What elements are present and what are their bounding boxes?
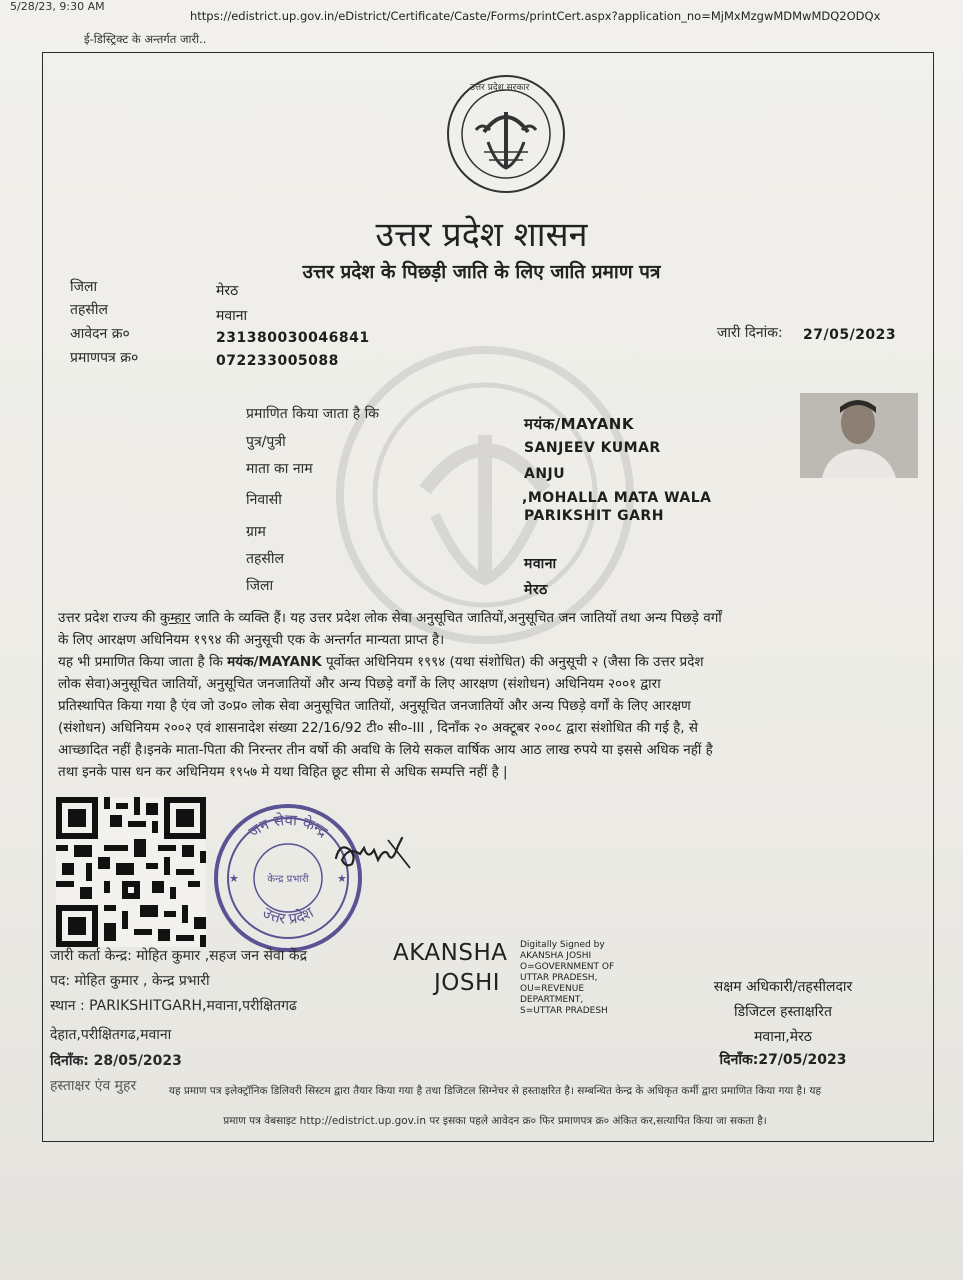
ds-line: DEPARTMENT, bbox=[520, 995, 584, 1005]
signer-name-line1: AKANSHA bbox=[393, 940, 508, 966]
certify-line6: तथा इनके पास धन कर अधिनियम १९५७ मे यथा विहित छूट सीमा से अधिक सम्पत्ति नहीं है | bbox=[58, 764, 508, 780]
print-url: https://edistrict.up.gov.in/eDistrict/Certificate/Caste/Forms/printCert.aspx?application_no=MjMxMzgwMDMwMDQ2ODQx bbox=[190, 9, 881, 23]
issue-date-value: 27/05/2023 bbox=[803, 327, 897, 343]
certify-line5: आच्छादित नहीं है।इनके माता-पिता की निरन्तर तीन वर्षो की अवधि के लिये सकल वार्षिक आय आठ लाख रुपये या इससे अधिक नहीं है bbox=[58, 742, 713, 758]
ds-line: S=UTTAR PRADESH bbox=[520, 1006, 608, 1016]
svg-text:उत्तर प्रदेश bbox=[260, 903, 318, 928]
certify-name: मयंक/MAYANK bbox=[227, 654, 322, 670]
authority-place: मवाना,मेरठ bbox=[754, 1029, 812, 1045]
footer-note-line1: यह प्रमाण पत्र इलेक्ट्रॉनिक डिलिवरी सिस्टम द्वारा तैयार किया गया है तथा डिजिटल सिग्नेचर से हस्ताक्षरित है। सम्बन्धित केन्द्र के अधिकृत कर्मी द्वारा प्रमाणित किया गया है। यह bbox=[168, 1085, 822, 1097]
issuer-post: पद: मोहित कुमार , केन्द्र प्रभारी bbox=[50, 973, 210, 989]
person-tehsil-value: मवाना bbox=[524, 556, 557, 572]
issued-under-note: ई-डिस्ट्रिक्ट के अन्तर्गत जारी.. bbox=[84, 32, 207, 46]
svg-text:★: ★ bbox=[337, 872, 347, 885]
person-photo-icon bbox=[800, 393, 918, 478]
digital-signature-details bbox=[520, 940, 670, 1017]
person-tehsil-label: तहसील bbox=[246, 551, 284, 567]
certificate-no-value: 072233005088 bbox=[216, 353, 339, 369]
svg-text:★: ★ bbox=[229, 872, 239, 885]
ds-line: UTTAR PRADESH, bbox=[520, 973, 598, 983]
applicant-photo bbox=[800, 393, 918, 478]
emblem-text: उत्तर प्रदेश सरकार bbox=[470, 83, 530, 93]
certify-line2: लोक सेवा)अनुसूचित जातियों, अनुसूचित जनजातियों और अन्य पिछड़े वर्गों के लिए आरक्षण (संशोधन) अधिनियम २००१ द्वारा bbox=[58, 676, 661, 692]
authority-date: दिनाँक:27/05/2023 bbox=[719, 1052, 847, 1068]
signer-name-line2: JOSHI bbox=[434, 970, 501, 996]
authority-title: सक्षम अधिकारी/तहसीलदार bbox=[713, 979, 853, 995]
address-line1: ,MOHALLA MATA WALA bbox=[522, 490, 712, 506]
issuer-date: दिनाँक: 28/05/2023 bbox=[50, 1053, 182, 1069]
father-label: पुत्र/पुत्री bbox=[246, 434, 286, 450]
applicant-name: मयंक/MAYANK bbox=[524, 415, 634, 433]
application-no-label: आवेदन क्र० bbox=[70, 326, 130, 342]
certify-intro: यह भी प्रमाणित किया जाता है कि bbox=[58, 654, 223, 670]
ds-line: OU=REVENUE bbox=[520, 984, 585, 994]
footer-note-line2: प्रमाण पत्र वेबसाइट http://edistrict.up.gov.in पर इसका पहले आवेदन क्र० फिर प्रमाणपत्र क्र० अंकित कर,सत्यापित किया जा सकता है। bbox=[223, 1115, 767, 1127]
father-name: SANJEEV KUMAR bbox=[524, 440, 661, 456]
tehsil-label: तहसील bbox=[70, 302, 108, 318]
village-label: ग्राम bbox=[246, 524, 266, 540]
page-title: उत्तर प्रदेश शासन bbox=[375, 215, 588, 255]
stamp-middle-text: केन्द्र प्रभारी bbox=[267, 874, 309, 885]
issue-date-label: जारी दिनांक: bbox=[717, 325, 783, 341]
stamp-top-text: जन सेवा केन्द्र bbox=[245, 810, 332, 842]
person-district-value: मेरठ bbox=[524, 582, 548, 598]
ds-line: O=GOVERNMENT OF bbox=[520, 962, 615, 972]
address-line2: PARIKSHIT GARH bbox=[524, 508, 664, 524]
issuing-center: जारी कर्ता केन्द्र: मोहित कुमार ,सहज जन सेवा केंद्र bbox=[50, 948, 308, 964]
qr-code-icon bbox=[56, 797, 206, 947]
certified-label: प्रमाणित किया जाता है कि bbox=[246, 406, 380, 422]
issuer-place-line2: देहात,परीक्षितगढ,मवाना bbox=[50, 1027, 172, 1043]
certificate-subtitle: उत्तर प्रदेश के पिछड़ी जाति के लिए जाति प्रमाण पत्र bbox=[302, 261, 661, 283]
caste-statement bbox=[58, 607, 918, 783]
print-datetime: 5/28/23, 9:30 AM bbox=[10, 0, 105, 13]
person-district-label: जिला bbox=[246, 578, 274, 594]
resident-label: निवासी bbox=[246, 492, 282, 508]
district-label: जिला bbox=[70, 279, 98, 295]
caste-name: कुम्हार bbox=[159, 610, 191, 626]
statement-rest: जाति के व्यक्ति हैं। यह उत्तर प्रदेश लोक सेवा अनुसूचित जातियों,अनुसूचित जन जातियों तथा अन्य पिछड़े वर्गों bbox=[194, 610, 722, 626]
signature-seal-label: हस्ताक्षर एंव मुहर bbox=[50, 1078, 137, 1094]
ds-line: AKANSHA JOSHI bbox=[520, 951, 592, 961]
mother-name: ANJU bbox=[524, 466, 566, 482]
statement-intro: उत्तर प्रदेश राज्य की bbox=[58, 610, 156, 626]
district-value: मेरठ bbox=[216, 283, 239, 299]
ds-line: Digitally Signed by bbox=[520, 940, 605, 950]
certify-line3: प्रतिस्थापित किया गया है एंव जो उ०प्र० लोक सेवा अनुसूचित जातियों, अनुसूचित जनजातियों और अन्य पिछड़े वर्गों के लिए आरक्षण bbox=[58, 698, 691, 714]
stamp-bottom-text: उत्तर प्रदेश bbox=[259, 903, 317, 928]
authority-digitally-signed: डिजिटल हस्ताक्षरित bbox=[734, 1004, 832, 1020]
statement-line2: के लिए आरक्षण अधिनियम १९९४ की अनुसूची एक के अन्तर्गत मान्यता प्राप्त है। bbox=[58, 632, 445, 648]
svg-text:जन सेवा केन्द्र bbox=[245, 811, 332, 842]
mother-label: माता का नाम bbox=[246, 461, 313, 477]
certify-line4: (संशोधन) अधिनियम २००२ एवं शासनादेश संख्या 22/16/92 टी० सी०-III , दिनाँक २० अक्टूबर २००८ द्वारा संशोधित की गई है, से bbox=[58, 720, 699, 736]
handwritten-signature-icon bbox=[328, 820, 418, 880]
application-no-value: 231380030046841 bbox=[216, 330, 370, 346]
tehsil-value: मवाना bbox=[216, 308, 248, 324]
certify-rest: पूर्वोक्त अधिनियम १९९४ (यथा संशोधित) की अनुसूची २ (जैसा कि उत्तर प्रदेश bbox=[325, 654, 704, 670]
issuer-place: स्थान : PARIKSHITGARH,मवाना,परीक्षितगढ bbox=[50, 998, 297, 1014]
certificate-no-label: प्रमाणपत्र क्र० bbox=[70, 350, 139, 366]
